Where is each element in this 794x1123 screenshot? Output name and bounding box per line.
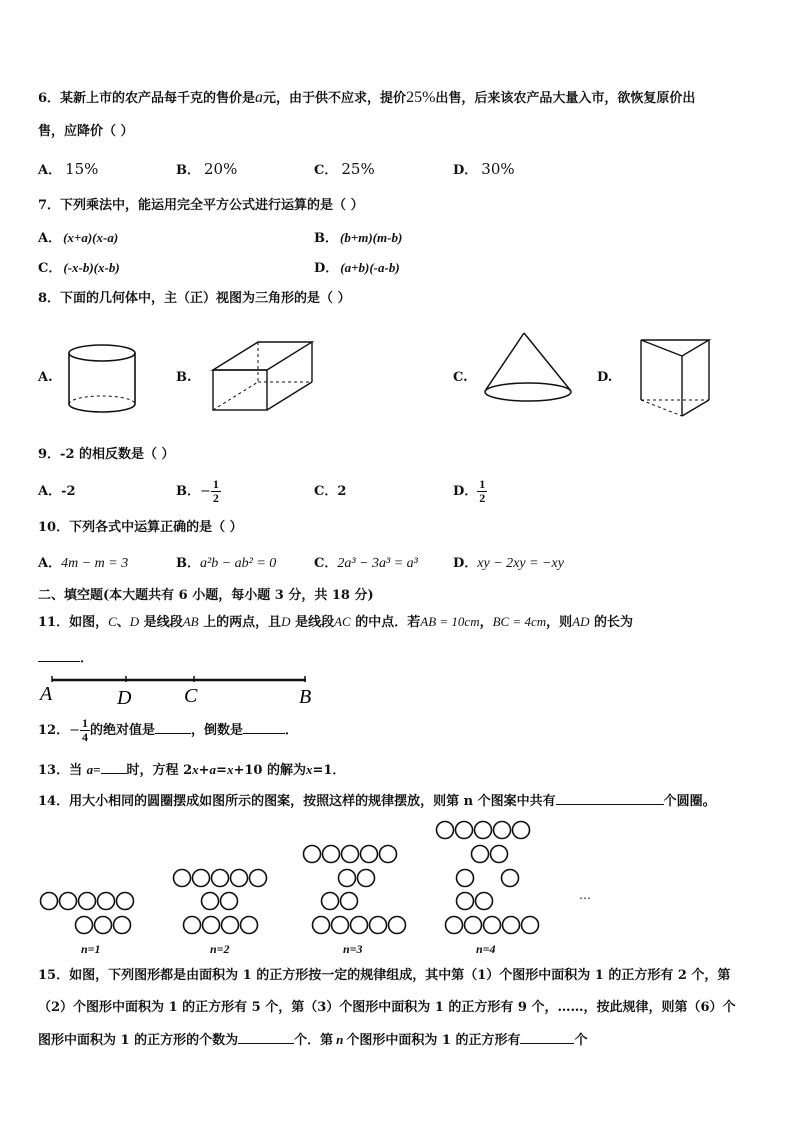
- option-text: a²b − ab² = 0: [200, 556, 277, 571]
- option-letter: B．: [176, 484, 200, 499]
- point-label-d: D: [117, 687, 132, 709]
- q10-option-d: [453, 555, 564, 573]
- circle: [358, 870, 375, 887]
- circle: [456, 822, 473, 839]
- q7-option-a: [38, 229, 118, 248]
- q11-answer-line: [38, 648, 93, 668]
- option-text: -2: [61, 484, 76, 499]
- option-letter: C．: [314, 163, 338, 178]
- var: D: [281, 614, 291, 629]
- circle: [117, 893, 134, 910]
- q15-line3: [38, 1030, 587, 1050]
- fraction: [80, 717, 90, 744]
- option-letter: D．: [453, 484, 478, 499]
- denominator: 4: [82, 730, 88, 744]
- point-label-b: B: [299, 686, 312, 708]
- text: =1．: [312, 763, 346, 778]
- circle: [457, 893, 474, 910]
- option-letter: B．: [176, 556, 200, 571]
- circle: [304, 846, 321, 863]
- circle: [222, 917, 239, 934]
- circle: [370, 917, 387, 934]
- circle: [79, 893, 96, 910]
- pattern-label-1: n=1: [81, 942, 101, 956]
- circle: [339, 870, 356, 887]
- text: 图形中面积为 1 的正方形的个数为: [38, 1033, 239, 1048]
- cylinder-figure: [68, 344, 138, 414]
- q7-option-d: [314, 259, 400, 278]
- var: D: [129, 614, 140, 629]
- circle-patterns-figure: [0, 815, 794, 945]
- option-letter: C．: [314, 556, 338, 571]
- q6-option-c: [314, 160, 375, 180]
- option-text: (a+b)(-a-b): [340, 260, 400, 275]
- text: 14．用大小相同的圆圈摆成如图所示的图案，按照这样的规律摆放，则第 n 个图案中共有: [38, 794, 556, 809]
- var: x: [226, 762, 234, 777]
- text: 个．第: [294, 1033, 334, 1048]
- option-text: 25%: [341, 160, 375, 178]
- pattern-ellipsis: …: [579, 888, 591, 902]
- q9-stem: 9．-2 的相反数是（ ）: [38, 447, 175, 462]
- circle: [457, 870, 474, 887]
- text: ．: [80, 651, 94, 666]
- circle: [476, 893, 493, 910]
- option-letter: C．: [38, 261, 62, 276]
- q10-option-a: [38, 555, 128, 573]
- text: 12．: [38, 723, 70, 738]
- circle: [231, 870, 248, 887]
- circle: [389, 917, 406, 934]
- option-letter: B．: [176, 163, 200, 178]
- answer-blank[interactable]: [520, 1030, 574, 1044]
- numerator: 1: [82, 716, 88, 730]
- q8-option-c-letter: C.: [453, 370, 468, 385]
- answer-blank[interactable]: [243, 720, 285, 734]
- option-text: 4m − m = 3: [61, 556, 129, 571]
- q15-line1: 15．如图，下列图形都是由面积为 1 的正方形按一定的规律组成，其中第（1）个图形中面积为 1 的正方形有 2 个，第: [38, 968, 731, 983]
- q10-option-c: [314, 555, 418, 573]
- point-label-a: A: [40, 683, 53, 705]
- q7-option-c: [38, 259, 120, 278]
- option-text: 2: [337, 484, 347, 499]
- q12-line: [38, 712, 298, 750]
- answer-blank[interactable]: [556, 791, 664, 805]
- circle: [313, 917, 330, 934]
- text: ，则: [546, 615, 573, 630]
- var: a=: [86, 762, 101, 777]
- q8-option-b-letter: B.: [176, 370, 192, 385]
- denominator: 2: [212, 491, 219, 505]
- section-title: 二、填空题(本大题共有 6 小题，每小题 3 分，共 18 分): [38, 588, 374, 603]
- circle: [221, 893, 238, 910]
- circle: [184, 917, 201, 934]
- q6-text-b: 元，由于供不应求，提价: [263, 91, 407, 106]
- option-letter: C．: [314, 484, 338, 499]
- text: 的长为: [594, 615, 634, 630]
- text: 上的两点，且: [203, 615, 282, 630]
- var: AC: [334, 614, 351, 629]
- numerator: 1: [479, 477, 486, 491]
- q6-option-a: [38, 160, 98, 180]
- circle: [494, 822, 511, 839]
- option-text: xy − 2xy = −xy: [477, 556, 564, 571]
- circle: [250, 870, 267, 887]
- text: 个圆圈。: [663, 794, 716, 809]
- option-letter: A．: [38, 556, 62, 571]
- var: a: [209, 762, 217, 777]
- text: 、: [116, 615, 130, 630]
- circle: [472, 846, 489, 863]
- option-text: (-x-b)(x-b): [63, 260, 120, 275]
- q9-option-c: [314, 483, 346, 501]
- circle: [361, 846, 378, 863]
- var: x: [192, 762, 199, 777]
- text: ，: [479, 615, 493, 630]
- q6-pct: 25%: [406, 89, 436, 106]
- q6-text-c: 出售，后来该农产品大量入市，欲恢复原价出: [435, 91, 696, 106]
- equation: BC = 4cm: [492, 614, 547, 629]
- text: 个: [574, 1033, 588, 1048]
- q6-option-b: [176, 160, 237, 180]
- option-text: 2a³ − 3a³ = a³: [337, 556, 418, 571]
- circle: [341, 893, 358, 910]
- option-letter: D．: [453, 163, 478, 178]
- option-letter: D．: [314, 261, 339, 276]
- circle: [503, 917, 520, 934]
- pattern-label-4: n=4: [476, 942, 496, 956]
- circle: [95, 917, 112, 934]
- circle: [98, 893, 115, 910]
- q14-stem: [38, 791, 716, 811]
- option-text: 20%: [204, 160, 238, 178]
- option-letter: B．: [314, 231, 338, 246]
- q13-line: [38, 760, 345, 780]
- option-text: (b+m)(m-b): [340, 230, 403, 245]
- option-letter: D．: [453, 556, 478, 571]
- circle: [342, 846, 359, 863]
- circle: [193, 870, 210, 887]
- var: AD: [572, 614, 590, 629]
- text: 时，方程 2: [126, 763, 193, 778]
- circle: [475, 822, 492, 839]
- circle: [437, 822, 454, 839]
- q9-option-a: [38, 483, 76, 501]
- circle: [241, 917, 258, 934]
- circle: [203, 917, 220, 934]
- q6-var-a: a: [255, 89, 264, 106]
- option-sign: −: [200, 484, 211, 499]
- q6-text: 6．某新上市的农产品每千克的售价是: [38, 91, 256, 106]
- option-letter: A．: [38, 231, 62, 246]
- var: n: [336, 1032, 344, 1047]
- text: ．: [285, 723, 299, 738]
- text: 11．如图，: [38, 615, 109, 630]
- answer-blank[interactable]: [101, 760, 127, 774]
- q7-option-b: [314, 229, 402, 248]
- text: 的绝对值是: [90, 723, 156, 738]
- q7-stem: 7．下列乘法中，能运用完全平方公式进行运算的是（ ）: [38, 198, 364, 213]
- text: 是线段: [143, 615, 183, 630]
- var: C: [108, 614, 117, 629]
- option-text: (x+a)(x-a): [63, 230, 119, 245]
- circle: [332, 917, 349, 934]
- option-letter: A．: [38, 484, 62, 499]
- q6-line1: [38, 89, 695, 108]
- fraction: [477, 478, 487, 505]
- cone-figure: [483, 331, 573, 405]
- pattern-label-2: n=2: [210, 942, 230, 956]
- circle: [174, 870, 191, 887]
- q10-option-b: [176, 555, 276, 573]
- text: ，倒数是: [191, 723, 244, 738]
- q10-stem: 10．下列各式中运算正确的是（ ）: [38, 520, 243, 535]
- circle: [522, 917, 539, 934]
- var: AB: [182, 614, 199, 629]
- q8-option-a-letter: A.: [38, 370, 53, 385]
- answer-blank[interactable]: [38, 648, 80, 662]
- circle: [491, 846, 508, 863]
- q6-line2: 售，应降价（ ）: [38, 124, 134, 139]
- segment-figure: [38, 672, 328, 708]
- circle: [322, 893, 339, 910]
- option-letter: A．: [38, 163, 62, 178]
- text: 是线段: [295, 615, 335, 630]
- circle: [41, 893, 58, 910]
- cuboid-figure: [211, 340, 316, 412]
- q8-stem: 8．下面的几何体中，主（正）视图为三角形的是（ ）: [38, 291, 351, 306]
- option-text: 30%: [481, 160, 515, 178]
- circle: [202, 893, 219, 910]
- triangular-prism-figure: [639, 338, 713, 420]
- option-text: 15%: [65, 160, 99, 178]
- circle: [212, 870, 229, 887]
- q9-option-b: [176, 473, 221, 511]
- text: =: [216, 763, 227, 778]
- q15-line2: （2）个图形中面积为 1 的正方形有 5 个，第（3）个图形中面积为 1 的正方形有 9 个，……，按此规律，则第（6）个: [38, 1000, 736, 1015]
- text: 的中点．若: [355, 615, 421, 630]
- answer-blank[interactable]: [155, 720, 191, 734]
- circle: [60, 893, 77, 910]
- circle: [114, 917, 131, 934]
- q9-option-d: [453, 473, 487, 511]
- numerator: 1: [212, 477, 219, 491]
- text: +10 的解为: [233, 763, 306, 778]
- text: 13．当: [38, 763, 87, 778]
- q11-line: [38, 613, 633, 632]
- q6-option-d: [453, 160, 515, 180]
- circle: [351, 917, 368, 934]
- circle: [323, 846, 340, 863]
- circle: [513, 822, 530, 839]
- point-label-c: C: [184, 685, 198, 707]
- text: 个图形中面积为 1 的正方形有: [346, 1033, 521, 1048]
- denominator: 2: [479, 491, 486, 505]
- var: x: [305, 762, 313, 777]
- circle: [465, 917, 482, 934]
- circle: [380, 846, 397, 863]
- answer-blank[interactable]: [238, 1030, 294, 1044]
- sign: −: [69, 723, 80, 738]
- q8-option-d-letter: D.: [597, 370, 613, 385]
- circle: [446, 917, 463, 934]
- circle: [76, 917, 93, 934]
- pattern-label-3: n=3: [343, 942, 363, 956]
- equation: AB = 10cm: [420, 614, 480, 629]
- text: +: [198, 763, 210, 778]
- circle: [502, 870, 519, 887]
- fraction: [211, 478, 221, 505]
- circle: [484, 917, 501, 934]
